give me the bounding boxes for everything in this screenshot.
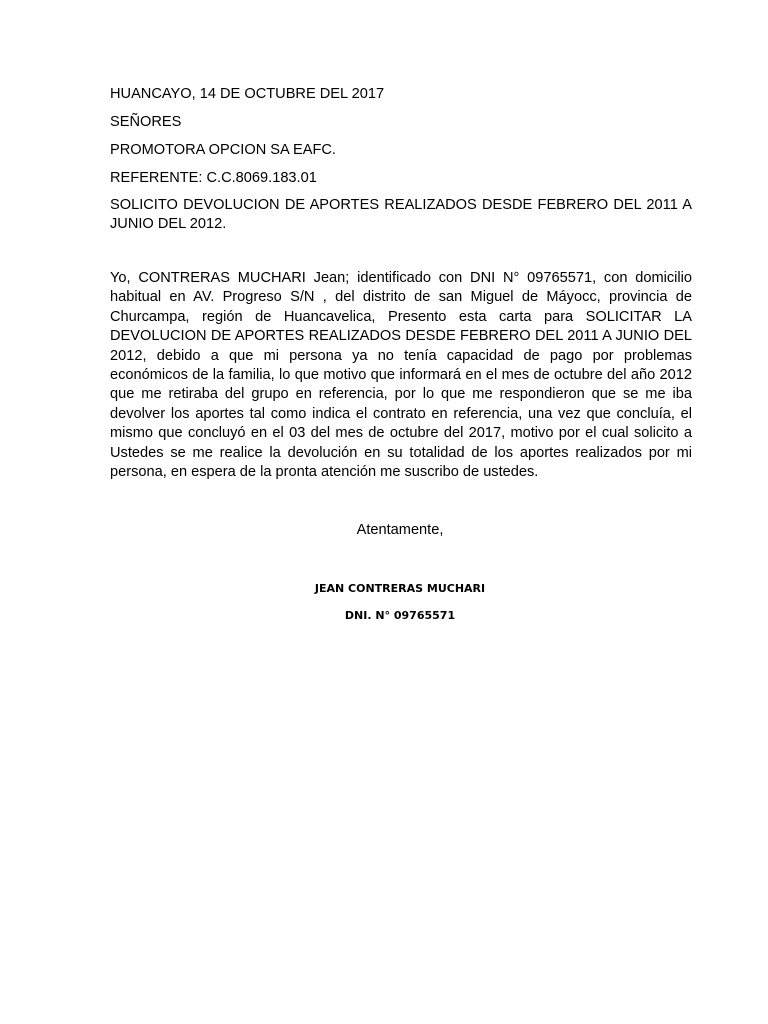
letter-body: Yo, CONTRERAS MUCHARI Jean; identificado con DNI N° 09765571, con domicilio habitual en AV. Progreso S/N , del distrito de san Miguel de Máyocc, provincia de Churcampa, región de Huancavelica, Presento esta carta para SOLICITAR LA DEVOLUCION DE APORTES REALIZADOS DESDE FEBRERO DEL 2011 A JUNIO DEL 2012, debido a que mi persona ya no tenía capacidad de pago por problemas económicos de la familia, lo que motivo que informará en el mes de octubre del año 2012 que me retiraba del grupo en referencia, por lo que me respondieron que se me iba devolver los aportes tal como indica el contrato en referencia, una vez que concluía, el mismo que concluyó en el 03 del mes de octubre del 2017, motivo por el cual solicito a Ustedes se me realice la devolución en su totalidad de los aportes realizados por mi persona, en espera de la pronta atención me suscribo de ustedes. — [110, 270, 692, 481]
closing: Atentamente, — [356, 522, 444, 538]
salutation: SEÑORES — [110, 114, 182, 130]
addressee: PROMOTORA OPCION SA EAFC. — [110, 142, 336, 158]
signature-dni: DNI. N° 09765571 — [344, 609, 456, 622]
place-date: HUANCAYO, 14 DE OCTUBRE DEL 2017 — [110, 86, 385, 102]
subject-line: SOLICITO DEVOLUCION DE APORTES REALIZADOS DESDE FEBRERO DEL 2011 A JUNIO DEL 2012. — [110, 197, 692, 233]
signature-name: JEAN CONTRERAS MUCHARI — [314, 582, 486, 595]
reference-line: REFERENTE: C.C.8069.183.01 — [110, 170, 317, 186]
